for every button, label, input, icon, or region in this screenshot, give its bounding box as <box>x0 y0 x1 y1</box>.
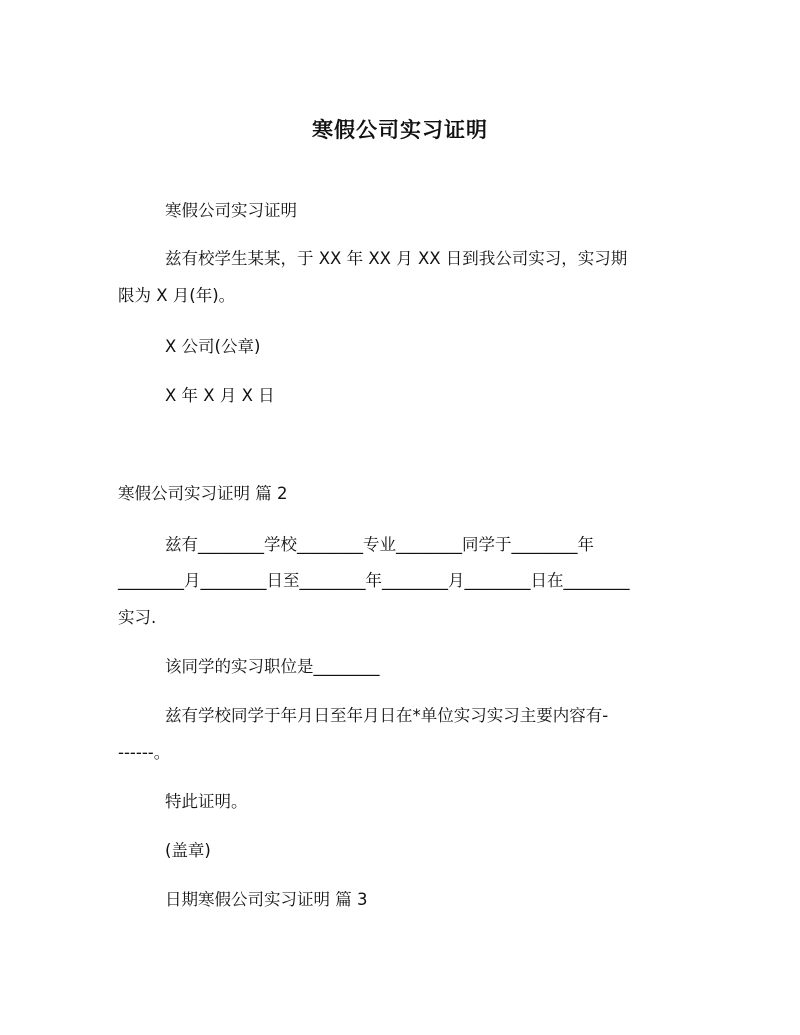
section1-date: X 年 X 月 X 日 <box>165 386 275 405</box>
section2-content-line1: 兹有学校同学于年月日至年月日在*单位实习实习主要内容有- <box>165 706 609 725</box>
section2-position: 该同学的实习职位是________ <box>165 657 380 676</box>
section1-body-line2: 限为 X 月(年)。 <box>118 286 236 305</box>
section2-fill-line2: ________月________日至________年________月________日在________ <box>118 571 630 590</box>
section2-fill-line1: 兹有________学校________专业________同学于________年 <box>165 535 594 554</box>
section3-heading: 日期寒假公司实习证明 篇 3 <box>165 890 368 909</box>
section1-company: X 公司(公章) <box>165 337 261 356</box>
section2-fill-line3: 实习. <box>118 608 157 627</box>
document-title: 寒假公司实习证明 <box>312 118 488 142</box>
section2-content-line2: ------。 <box>118 743 171 762</box>
section2-certify: 特此证明。 <box>165 792 248 811</box>
section1-heading: 寒假公司实习证明 <box>165 201 297 220</box>
section2-heading: 寒假公司实习证明 篇 2 <box>118 484 288 503</box>
section2-seal: (盖章) <box>165 841 211 860</box>
section1-body-line1: 兹有校学生某某，于 XX 年 XX 月 XX 日到我公司实习，实习期 <box>165 249 628 268</box>
